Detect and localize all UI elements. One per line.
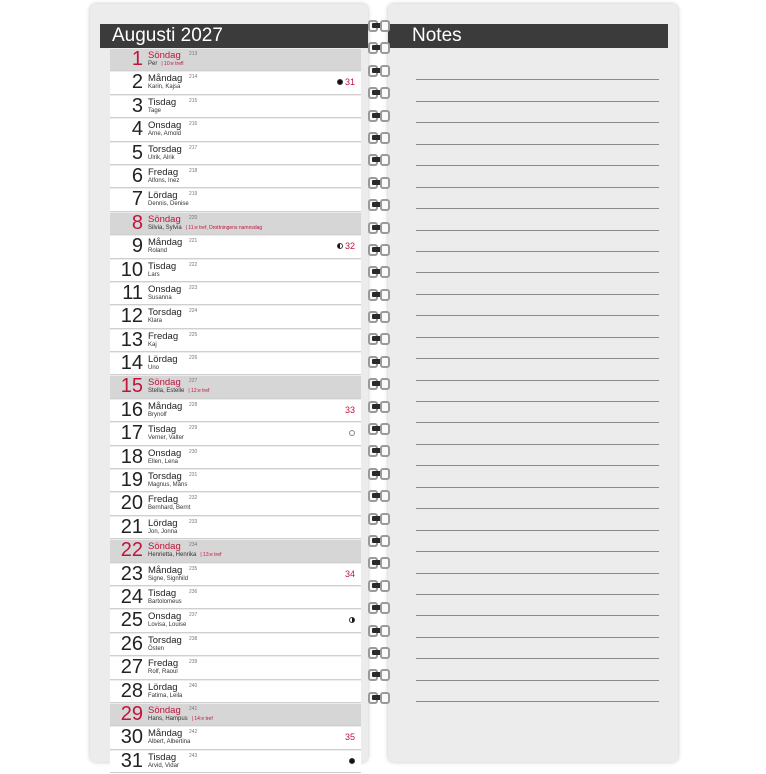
- day-number: 10: [120, 258, 143, 281]
- day-row[interactable]: [110, 564, 361, 586]
- note-line[interactable]: [416, 123, 659, 144]
- weekday-name: Torsdag: [148, 143, 182, 155]
- binding-ring-icon: [368, 199, 390, 214]
- moon-phase-icon: [349, 617, 355, 623]
- binding-ring-icon: [368, 65, 390, 80]
- day-row[interactable]: [110, 681, 361, 703]
- note-line[interactable]: [416, 231, 659, 252]
- day-row[interactable]: [110, 727, 361, 749]
- note-line[interactable]: [416, 574, 659, 595]
- day-row[interactable]: [110, 610, 361, 632]
- day-of-year: 238: [189, 635, 198, 642]
- day-row[interactable]: [110, 330, 361, 352]
- note-line[interactable]: [416, 166, 659, 187]
- weekday-name: Söndag: [148, 213, 181, 225]
- binding-ring-icon: [368, 378, 390, 393]
- binding-ring-icon: [368, 110, 390, 125]
- name-days: Silvia, Sylvia | 11:e tref, Drottningens namnsdag: [148, 224, 263, 231]
- day-row[interactable]: [110, 587, 361, 609]
- weekday-name: Tisdag: [148, 96, 177, 108]
- name-days: Arvid, Vidar: [148, 762, 179, 769]
- day-row[interactable]: [110, 236, 361, 258]
- notes-header: Notes: [388, 24, 668, 48]
- note-line[interactable]: [416, 681, 659, 702]
- note-line[interactable]: [416, 423, 659, 444]
- weekday-name: Fredag: [148, 658, 179, 670]
- weekday-name: Torsdag: [148, 634, 182, 646]
- day-row[interactable]: [110, 72, 361, 94]
- name-days: Ellen, Lena: [148, 458, 179, 465]
- day-of-year: 226: [189, 355, 198, 362]
- day-row[interactable]: [110, 657, 361, 679]
- day-row[interactable]: [110, 213, 361, 235]
- sunday-note: | 13:e tref: [200, 552, 222, 559]
- name-days: Lovisa, Louise: [148, 622, 187, 629]
- weekday-name: Torsdag: [148, 471, 182, 483]
- binding-ring-icon: [368, 490, 390, 505]
- month-header: Augusti 2027: [100, 24, 368, 48]
- spiral-binding: [368, 20, 390, 714]
- weekday-name: Onsdag: [148, 447, 182, 459]
- name-days: Magnus, Måns: [148, 482, 188, 489]
- weekday-name: Lördag: [148, 190, 178, 202]
- day-of-year: 223: [189, 284, 198, 291]
- day-number: 22: [120, 539, 143, 562]
- day-number: 14: [120, 352, 143, 375]
- name-days: Hans, Hampus | 14:e tref: [148, 715, 213, 722]
- day-of-year: 240: [189, 682, 198, 689]
- binding-ring-icon: [368, 266, 390, 281]
- weekday-name: Lördag: [148, 681, 178, 693]
- day-number: 5: [131, 141, 143, 164]
- day-of-year: 218: [189, 167, 198, 174]
- note-line[interactable]: [416, 509, 659, 530]
- weekday-name: Fredag: [148, 166, 179, 178]
- day-row[interactable]: [110, 447, 361, 469]
- day-of-year: 232: [189, 495, 198, 502]
- day-row[interactable]: [110, 376, 361, 398]
- name-days: Klara: [148, 318, 163, 325]
- note-line[interactable]: [416, 531, 659, 552]
- binding-ring-icon: [368, 42, 390, 57]
- sunday-note: | 10:e trefl: [161, 61, 184, 67]
- name-days: Fatima, Leila: [148, 692, 183, 699]
- week-number: 35: [344, 732, 355, 743]
- day-number: 13: [120, 328, 143, 351]
- binding-ring-icon: [368, 333, 390, 348]
- binding-ring-icon: [368, 580, 390, 595]
- day-number: 7: [131, 188, 143, 211]
- day-of-year: 215: [189, 97, 198, 104]
- binding-ring-icon: [368, 244, 390, 259]
- weekday-name: Söndag: [148, 377, 181, 389]
- name-days: Susanna: [148, 294, 172, 301]
- binding-ring-icon: [368, 289, 390, 304]
- sunday-note: | 12:e tref: [188, 388, 210, 395]
- weekday-name: Måndag: [148, 237, 183, 249]
- binding-ring-icon: [368, 669, 390, 684]
- note-line[interactable]: [416, 552, 659, 573]
- day-row[interactable]: [110, 143, 361, 165]
- weekday-name: Söndag: [148, 50, 181, 61]
- day-of-year: 241: [189, 705, 198, 712]
- binding-ring-icon: [368, 177, 390, 192]
- day-of-year: 216: [189, 121, 198, 128]
- binding-ring-icon: [368, 356, 390, 371]
- binding-ring-icon: [368, 535, 390, 550]
- day-of-year: 219: [189, 191, 198, 198]
- day-row[interactable]: [110, 306, 361, 328]
- day-number: 29: [120, 702, 143, 725]
- day-of-year: 228: [189, 401, 198, 408]
- note-line[interactable]: [416, 659, 659, 680]
- right-page: [388, 4, 678, 762]
- moon-phase-icon: [349, 430, 355, 436]
- binding-ring-icon: [368, 468, 390, 483]
- note-line[interactable]: [416, 595, 659, 616]
- day-row[interactable]: [110, 353, 361, 375]
- day-number: 21: [120, 515, 143, 538]
- weekday-name: Lördag: [148, 517, 178, 529]
- day-row[interactable]: [110, 119, 361, 141]
- moon-phase-icon: [337, 243, 343, 249]
- day-row[interactable]: [110, 704, 361, 726]
- name-days: Arne, Arnold: [148, 131, 182, 138]
- day-number: 12: [120, 305, 143, 328]
- name-days: Ulrik, Alrik: [148, 154, 175, 161]
- note-line[interactable]: [416, 273, 659, 294]
- day-number: 2: [131, 71, 143, 94]
- note-line[interactable]: [416, 316, 659, 337]
- week-number: 31: [344, 77, 355, 88]
- name-days: Per | 10:e trefl: [148, 61, 184, 67]
- day-of-year: 231: [189, 472, 198, 479]
- weekday-name: Tisdag: [148, 751, 177, 763]
- binding-ring-icon: [368, 20, 390, 35]
- binding-ring-icon: [368, 87, 390, 102]
- name-days: Östen: [148, 645, 165, 652]
- day-of-year: 243: [189, 752, 198, 759]
- name-days: Signe, Signhild: [148, 575, 189, 582]
- day-number: 18: [120, 445, 143, 468]
- moon-phase-icon: [337, 79, 343, 85]
- day-row[interactable]: [110, 751, 361, 773]
- day-row[interactable]: [110, 423, 361, 445]
- name-days: Tage: [148, 107, 162, 114]
- day-number: 30: [120, 726, 143, 749]
- day-row[interactable]: [110, 189, 361, 211]
- day-number: 9: [131, 235, 143, 258]
- day-number: 3: [131, 94, 143, 117]
- day-row[interactable]: [110, 166, 361, 188]
- name-days: Alfons, Inez: [148, 177, 180, 184]
- weekday-name: Söndag: [148, 541, 181, 553]
- day-of-year: 213: [189, 51, 198, 57]
- note-line[interactable]: [416, 402, 659, 423]
- note-line[interactable]: [416, 338, 659, 359]
- weekday-name: Torsdag: [148, 307, 182, 319]
- note-line[interactable]: [416, 188, 659, 209]
- day-of-year: 217: [189, 144, 198, 151]
- day-row[interactable]: [110, 96, 361, 118]
- day-row[interactable]: [110, 400, 361, 422]
- name-days: Karin, Kajsa: [148, 84, 181, 91]
- weekday-name: Måndag: [148, 728, 183, 740]
- day-row[interactable]: [110, 540, 361, 562]
- note-line[interactable]: [416, 381, 659, 402]
- week-number: 33: [344, 404, 355, 415]
- day-of-year: 237: [189, 612, 198, 619]
- weekday-name: Tisdag: [148, 260, 177, 272]
- name-days: Henrietta, Henrika | 13:e tref: [148, 552, 222, 559]
- binding-ring-icon: [368, 222, 390, 237]
- name-days: Stella, Estelle | 12:e tref: [148, 388, 210, 395]
- name-days: Jon, Jonna: [148, 528, 178, 535]
- day-of-year: 214: [189, 74, 198, 81]
- note-line[interactable]: [416, 59, 659, 80]
- note-line[interactable]: [416, 252, 659, 273]
- moon-phase-icon: [349, 758, 355, 764]
- name-days: Dennis, Denise: [148, 201, 189, 208]
- day-of-year: 236: [189, 588, 198, 595]
- binding-ring-icon: [368, 647, 390, 662]
- day-of-year: 221: [189, 238, 198, 245]
- day-list: [110, 49, 361, 774]
- day-of-year: 235: [189, 565, 198, 572]
- day-of-year: 220: [189, 214, 198, 221]
- day-of-year: 224: [189, 308, 198, 315]
- binding-ring-icon: [368, 132, 390, 147]
- note-line[interactable]: [416, 445, 659, 466]
- sunday-note: | 14:e tref: [191, 715, 213, 722]
- weekday-name: Söndag: [148, 704, 181, 716]
- weekday-name: Onsdag: [148, 611, 182, 623]
- binding-ring-icon: [368, 423, 390, 438]
- name-days: Rolf, Raoul: [148, 669, 178, 676]
- day-number: 28: [120, 679, 143, 702]
- weekday-name: Måndag: [148, 564, 183, 576]
- name-days: Bartolomeus: [148, 598, 182, 605]
- binding-ring-icon: [368, 692, 390, 707]
- binding-ring-icon: [368, 311, 390, 326]
- binding-ring-icon: [368, 401, 390, 416]
- day-number: 24: [120, 585, 143, 608]
- binding-ring-icon: [368, 513, 390, 528]
- day-of-year: 233: [189, 518, 198, 525]
- notes-lines[interactable]: [416, 59, 659, 702]
- day-number: 4: [131, 118, 143, 141]
- day-row[interactable]: [110, 517, 361, 539]
- name-days: Brynolf: [148, 411, 167, 418]
- name-days: Albert, Albertina: [148, 739, 191, 746]
- day-of-year: 230: [189, 448, 198, 455]
- name-days: Uno: [148, 365, 160, 372]
- week-number: 32: [344, 241, 355, 252]
- day-number: 23: [120, 562, 143, 585]
- note-line[interactable]: [416, 145, 659, 166]
- binding-ring-icon: [368, 602, 390, 617]
- weekday-name: Måndag: [148, 400, 183, 412]
- day-number: 8: [131, 211, 143, 234]
- day-row[interactable]: [110, 470, 361, 492]
- day-number: 17: [120, 422, 143, 445]
- sunday-note: | 11:e tref, Drottningens namnsdag: [185, 224, 263, 231]
- day-number: 16: [120, 398, 143, 421]
- day-number: 11: [122, 281, 143, 304]
- week-number: 34: [344, 568, 355, 579]
- weekday-name: Fredag: [148, 494, 179, 506]
- day-of-year: 229: [189, 425, 198, 432]
- day-number: 27: [120, 656, 143, 679]
- note-line[interactable]: [416, 209, 659, 230]
- note-line[interactable]: [416, 80, 659, 101]
- name-days: Bernhard, Bernt: [148, 505, 191, 512]
- weekday-name: Onsdag: [148, 283, 182, 295]
- day-row[interactable]: [110, 634, 361, 656]
- weekday-name: Tisdag: [148, 587, 177, 599]
- binding-ring-icon: [368, 557, 390, 572]
- day-row[interactable]: [110, 493, 361, 515]
- binding-ring-icon: [368, 154, 390, 169]
- day-row[interactable]: [110, 283, 361, 305]
- weekday-name: Lördag: [148, 354, 178, 366]
- day-of-year: 234: [189, 542, 198, 549]
- day-of-year: 222: [189, 261, 198, 268]
- weekday-name: Onsdag: [148, 120, 182, 132]
- day-row[interactable]: [110, 260, 361, 282]
- day-of-year: 227: [189, 378, 198, 385]
- weekday-name: Måndag: [148, 73, 183, 85]
- day-number: 15: [120, 375, 143, 398]
- day-number: 31: [120, 749, 143, 772]
- day-of-year: 225: [189, 331, 198, 338]
- note-line[interactable]: [416, 102, 659, 123]
- day-number: 1: [131, 48, 143, 70]
- binding-ring-icon: [368, 625, 390, 640]
- note-line[interactable]: [416, 295, 659, 316]
- day-number: 6: [131, 164, 143, 187]
- note-line[interactable]: [416, 638, 659, 659]
- binding-ring-icon: [368, 445, 390, 460]
- note-line[interactable]: [416, 466, 659, 487]
- name-days: Kaj: [148, 341, 157, 348]
- note-line[interactable]: [416, 616, 659, 637]
- day-number: 26: [120, 632, 143, 655]
- day-row[interactable]: [110, 49, 361, 71]
- day-number: 19: [120, 469, 143, 492]
- day-number: 20: [120, 492, 143, 515]
- name-days: Verner, Valter: [148, 435, 184, 442]
- name-days: Roland: [148, 248, 168, 255]
- name-days: Lars: [148, 271, 160, 278]
- day-of-year: 239: [189, 659, 198, 666]
- day-of-year: 242: [189, 729, 198, 736]
- weekday-name: Fredag: [148, 330, 179, 342]
- note-line[interactable]: [416, 359, 659, 380]
- note-line[interactable]: [416, 488, 659, 509]
- weekday-name: Tisdag: [148, 424, 177, 436]
- day-number: 25: [120, 609, 143, 632]
